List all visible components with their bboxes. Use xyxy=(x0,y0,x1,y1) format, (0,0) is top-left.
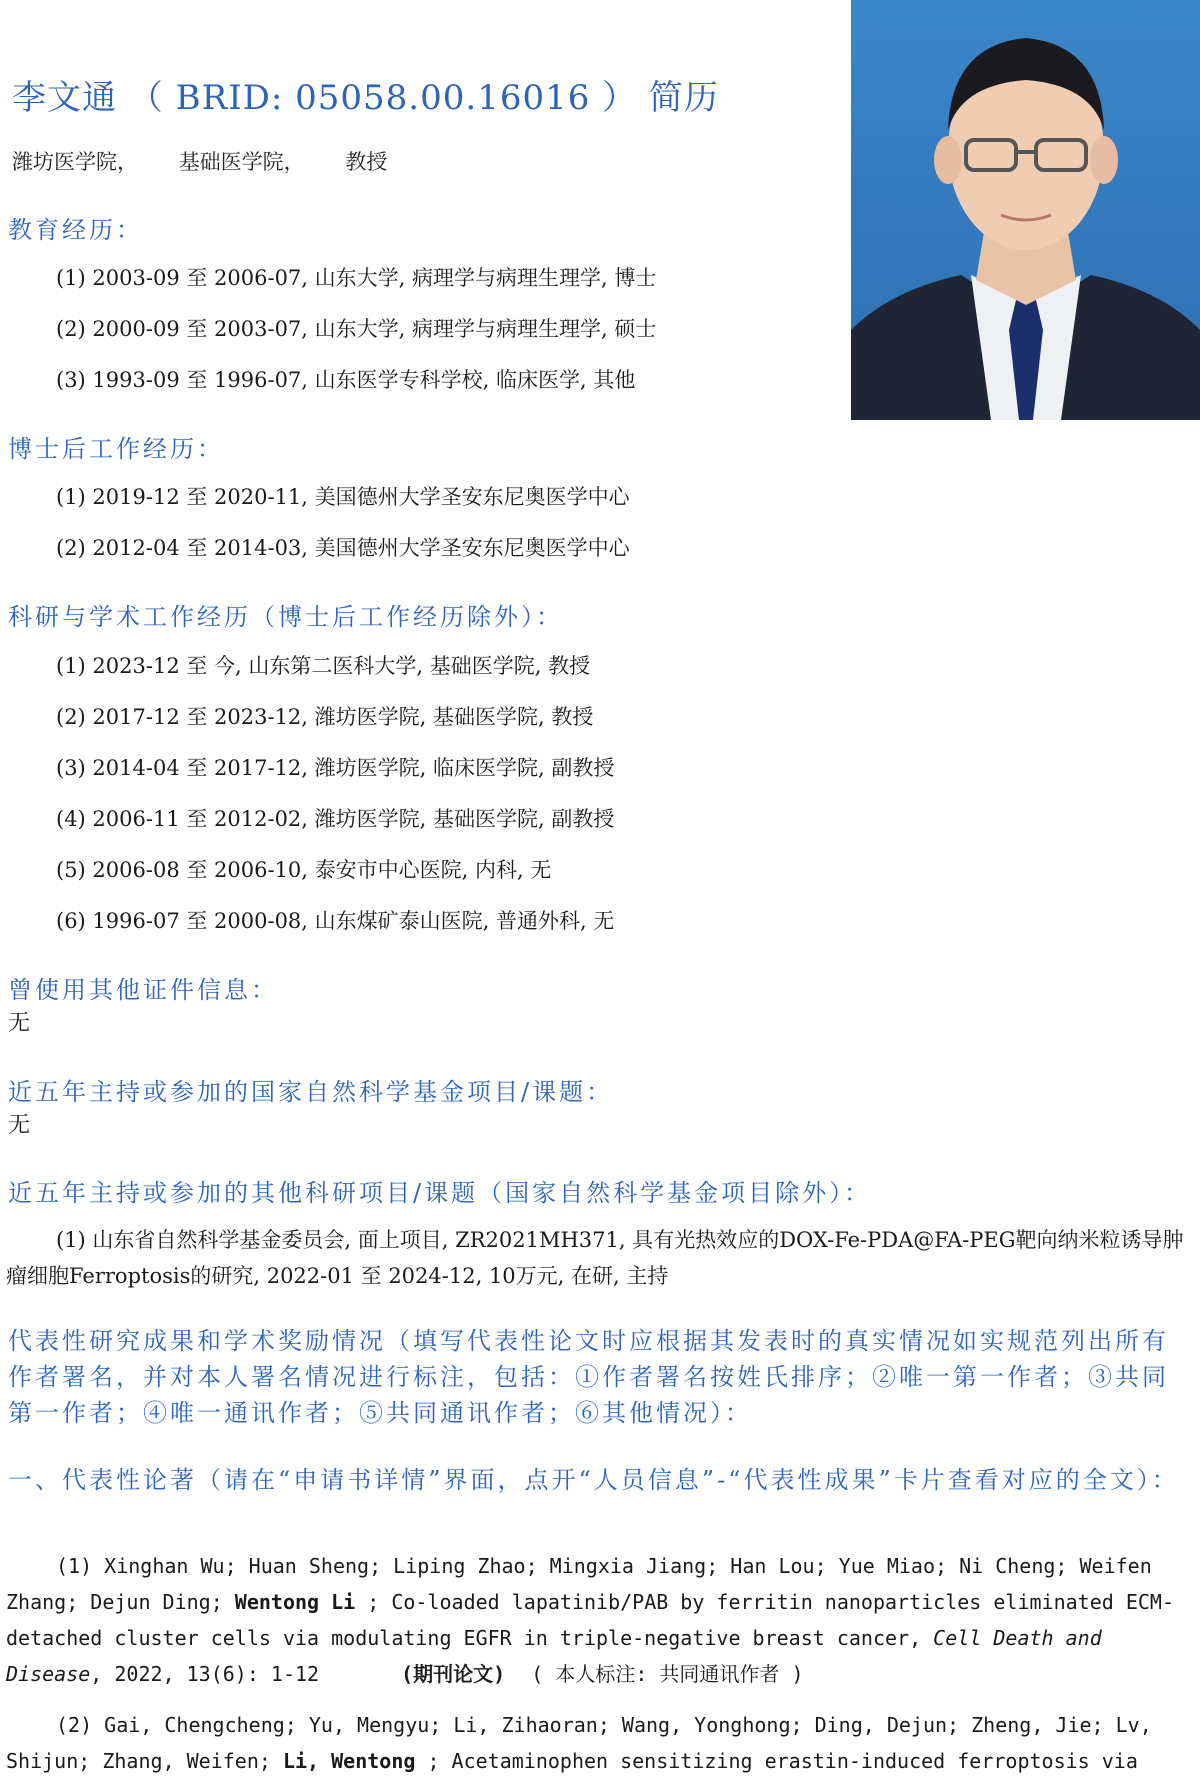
nsfc-projects-value: 无 xyxy=(8,1113,31,1138)
research-work-heading: 科研与学术工作经历（博士后工作经历除外）： xyxy=(8,603,563,631)
paper-2 xyxy=(6,1707,1186,1779)
postdoc-heading: 博士后工作经历： xyxy=(8,435,224,463)
research-work-item: (1) 2023-12 至 今, 山东第二医科大学, 基础医学院, 教授 xyxy=(56,654,591,678)
paper-note: ( 本人标注: 共同通讯作者 ) xyxy=(531,1662,804,1686)
portrait-image xyxy=(851,0,1200,420)
education-item: (3) 1993-09 至 1996-07, 山东医学专科学校, 临床医学, 其他 xyxy=(56,368,636,392)
education-item: (1) 2003-09 至 2006-07, 山东大学, 病理学与病理生理学, 博士 xyxy=(56,266,657,290)
affiliation xyxy=(12,146,421,176)
other-ids-heading: 曾使用其他证件信息： xyxy=(8,976,278,1004)
nsfc-projects-heading: 近五年主持或参加的国家自然科学基金项目/课题： xyxy=(8,1078,614,1106)
postdoc-item: (1) 2019-12 至 2020-11, 美国德州大学圣安东尼奥医学中心 xyxy=(56,485,630,509)
research-work-item: (5) 2006-08 至 2006-10, 泰安市中心医院, 内科, 无 xyxy=(56,858,552,882)
other-ids-value: 无 xyxy=(8,1011,31,1036)
achievements-heading: 代表性研究成果和学术奖励情况（填写代表性论文时应根据其发表时的真实情况如实规范列出所有作者署名，并对本人署名情况进行标注，包括：①作者署名按姓氏排序；②唯一第一作者；③共同第一作者；④唯一通讯作者；⑤共同通讯作者；⑥其他情况）： xyxy=(8,1327,1169,1427)
paper-journal: Cell Death and Disease xyxy=(6,1626,1102,1686)
affiliation-title: 教授 xyxy=(345,150,388,174)
research-work-item: (3) 2014-04 至 2017-12, 潍坊医学院, 临床医学院, 副教授 xyxy=(56,756,615,780)
profile-photo xyxy=(851,0,1200,420)
paper-self-author: Wentong Li xyxy=(234,1590,356,1614)
education-heading: 教育经历： xyxy=(8,216,143,244)
other-projects-heading: 近五年主持或参加的其他科研项目/课题（国家自然科学基金项目除外）： xyxy=(8,1179,872,1207)
paper-type: (期刊论文) xyxy=(401,1662,506,1686)
affiliation-school: 基础医学院， xyxy=(178,150,305,174)
research-work-item: (4) 2006-11 至 2012-02, 潍坊医学院, 基础医学院, 副教授 xyxy=(56,807,615,831)
paper-self-author: Li, Wentong xyxy=(282,1749,416,1773)
paper-citation: , 2022, 13(6): 1-12 xyxy=(90,1662,320,1686)
research-work-item: (6) 1996-07 至 2000-08, 山东煤矿泰山医院, 普通外科, 无 xyxy=(56,909,615,933)
paper-1 xyxy=(6,1548,1186,1692)
page-title: 李文通 （ BRID: 05058.00.16016 ） 简历 xyxy=(12,78,719,118)
paper-title: ; Co-loaded lapatinib/PAB by ferritin nanoparticles eliminated ECM-detached cluster cells via modulating EGFR in triple-negative breast cancer, xyxy=(6,1590,1174,1650)
paper-authors: (2) Gai, Chengcheng; Yu, Mengyu; Li, Zihaoran; Wang, Yonghong; Ding, Dejun; Zheng, Jie; Lv, Shijun; Zhang, Weifen; xyxy=(6,1713,1152,1773)
postdoc-item: (2) 2012-04 至 2014-03, 美国德州大学圣安东尼奥医学中心 xyxy=(56,536,630,560)
paper-authors: (1) Xinghan Wu; Huan Sheng; Liping Zhao; Mingxia Jiang; Han Lou; Yue Miao; Ni Cheng; Weifen Zhang; Dejun Ding; xyxy=(6,1554,1152,1614)
publications-subheading: 一、代表性论著（请在“申请书详情”界面，点开“人员信息”-“代表性成果”卡片查看对应的全文）： xyxy=(8,1466,1179,1494)
other-project-item: (1) 山东省自然科学基金委员会, 面上项目, ZR2021MH371, 具有光热效应的DOX-Fe-PDA@FA-PEG靶向纳米粒诱导肿瘤细胞Ferroptosis的研究, 2022-01 至 2024-12, 10万元, 在研, 主持 xyxy=(6,1228,1184,1288)
affiliation-university: 潍坊医学院， xyxy=(12,150,138,174)
paper-title: ; Acetaminophen sensitizing erastin-induced ferroptosis via xyxy=(415,1749,1138,1773)
education-item: (2) 2000-09 至 2003-07, 山东大学, 病理学与病理生理学, 硕士 xyxy=(56,317,657,341)
research-work-item: (2) 2017-12 至 2023-12, 潍坊医学院, 基础医学院, 教授 xyxy=(56,705,594,729)
